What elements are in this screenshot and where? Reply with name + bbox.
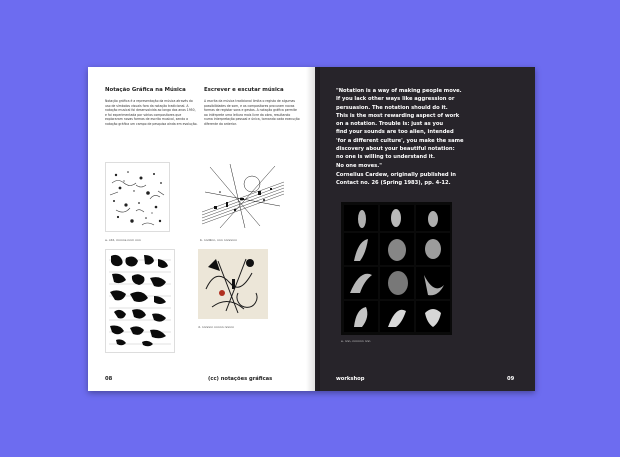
right-page-number: 09: [507, 376, 515, 382]
photo-cell: [344, 205, 378, 231]
photo-cell: [380, 205, 414, 231]
quote-citation: Cornelius Cardew, originally published in Contact no. 26 (Spring 1983), pp. 4-12.: [336, 172, 456, 186]
cardew-quote: "Notation is a way of making people move. If you lack other ways like aggression or persuasion. The notation should do it. This is the most rewarding aspect of work on a notation. Trouble is: just as you find your sounds are too alien, intended 'for a different culture', you make the same discovery about your beautiful notation: no one is willing to understand it. No one moves.": [336, 88, 464, 169]
col1-heading: Notação Gráfica na Música: [105, 87, 186, 93]
caption-b: b. nnd2nn, nnn nnnnnnn: [200, 238, 238, 242]
photo-caption: e. nnn, nnnnnn nnn: [341, 339, 371, 343]
photo-cell: [380, 301, 414, 332]
graphic-score-d: [198, 249, 268, 319]
right-page: [315, 67, 535, 391]
photo-cell: [416, 301, 450, 332]
graphic-score-a: [105, 162, 170, 232]
running-title: (cc) notações gráficas: [208, 376, 273, 382]
photo-cell: [380, 233, 414, 265]
book-spread: [88, 67, 535, 391]
photo-cell: [416, 233, 450, 265]
photo-cell: [344, 267, 378, 299]
section-label: workshop: [336, 376, 365, 382]
col2-body: A escrita da música tradicional limita o registo de algumas possibilidades de som, e os compositores procuram novas formas de registar sons e gestos. A notação gráfica permite ao intérprete uma leitura mais livre da obra, resultando numa interpretação pessoal e única, tornando cada execução diferente da anterior.: [204, 99, 300, 126]
col1-body: Notação gráfica é a representação da música através do uso de símbolos visuais fora da notação tradicional. A notação musical foi desenvolvida ao longo dos anos 1950, e foi experimentada por vários compositores que exploraram novas formas de escrita musical, sendo a notação gráfica um campo de pesquisa ainda em evolução.: [105, 99, 198, 126]
graphic-score-c: [105, 249, 175, 353]
photo-cell: [380, 267, 414, 299]
photo-cell: [416, 205, 450, 231]
col2-heading: Escrever e escutar música: [204, 87, 284, 93]
left-page: [88, 67, 315, 391]
left-page-number: 08: [105, 376, 113, 382]
hand-gesture-photo-grid: [341, 202, 452, 335]
graphic-score-b: [200, 162, 286, 230]
photo-cell: [344, 233, 378, 265]
caption-a: a. cd2, rnnnns nnrn nnn: [105, 238, 141, 242]
caption-d: d. nnnnnn nnnnn nnnnn: [198, 325, 235, 329]
photo-cell: [344, 301, 378, 332]
photo-cell: [416, 267, 450, 299]
